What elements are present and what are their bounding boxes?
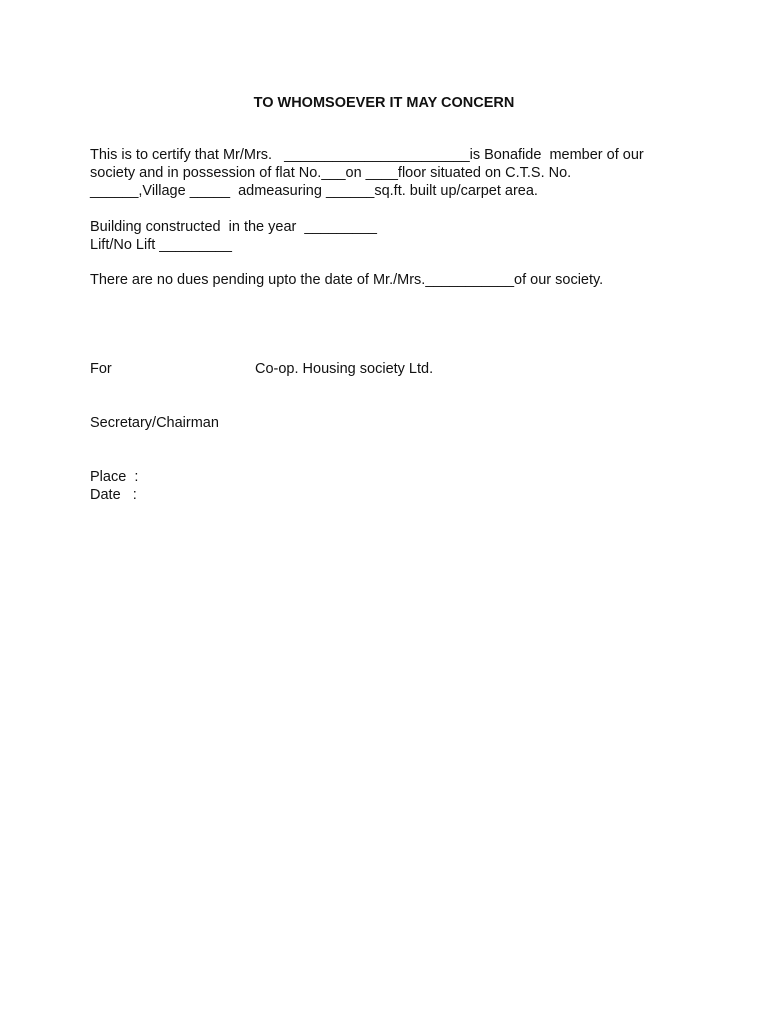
building-year-line: Building constructed in the year _________	[90, 219, 377, 235]
signatory-label: Secretary/Chairman	[90, 415, 219, 431]
certify-line-1: This is to certify that Mr/Mrs. _______________________is Bonafide member of our	[90, 147, 644, 163]
document-title: TO WHOMSOEVER IT MAY CONCERN	[253, 95, 515, 111]
certify-line-2: society and in possession of flat No.___on ____floor situated on C.T.S. No.	[90, 165, 572, 181]
for-label: For	[90, 361, 112, 377]
certify-line-3: ______,Village _____ admeasuring ______sq.ft. built up/carpet area.	[90, 183, 538, 199]
lift-line: Lift/No Lift _________	[90, 237, 232, 253]
date-label: Date :	[90, 487, 137, 503]
dues-line: There are no dues pending upto the date of Mr./Mrs.___________of our society.	[90, 272, 604, 288]
place-label: Place :	[90, 469, 139, 485]
society-name-label: Co-op. Housing society Ltd.	[255, 361, 434, 377]
